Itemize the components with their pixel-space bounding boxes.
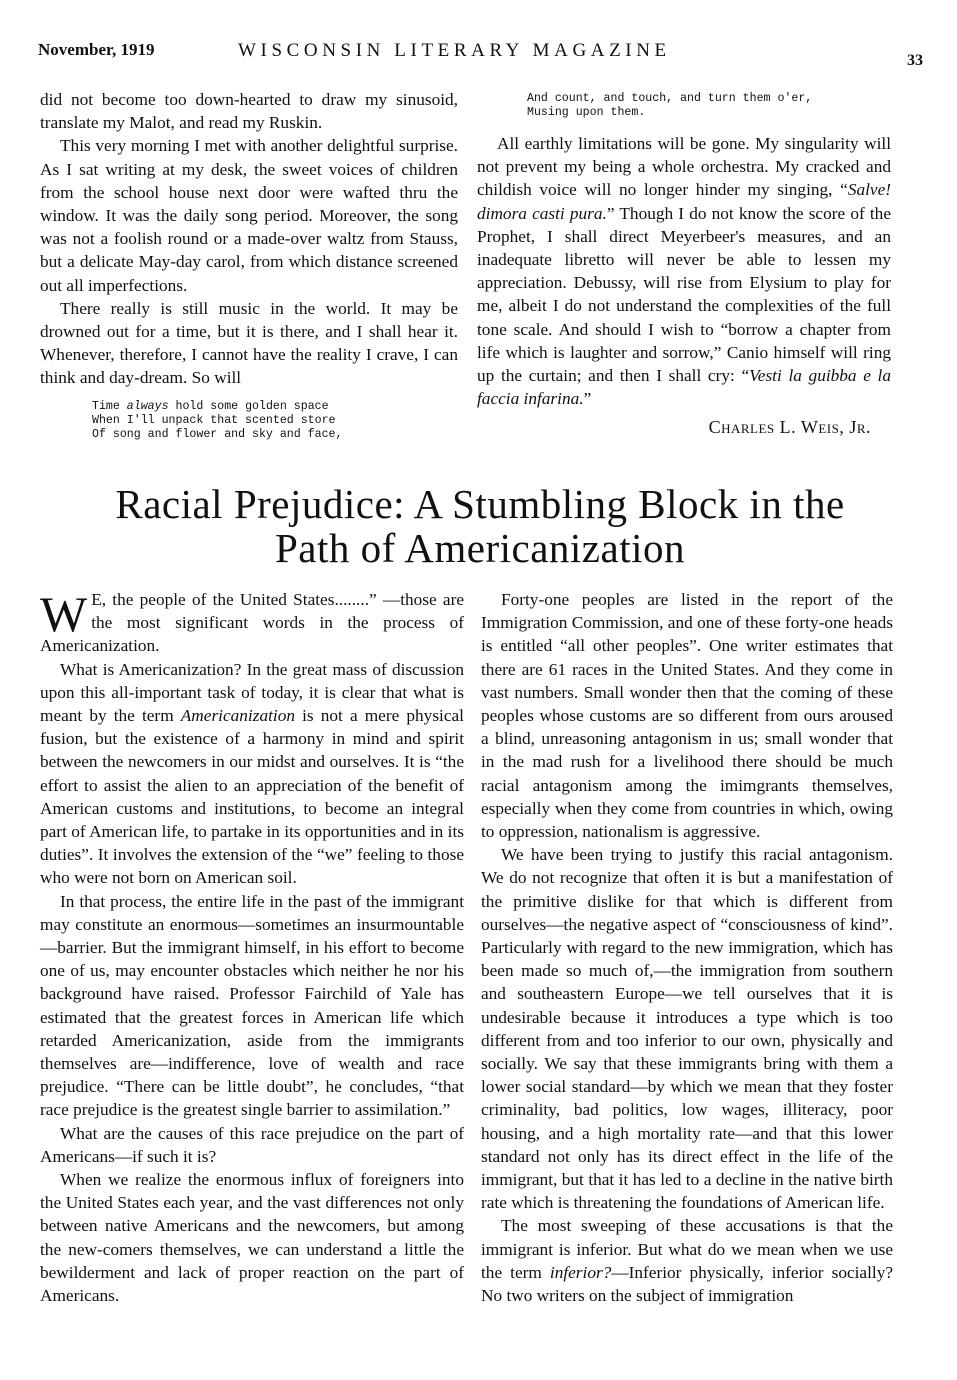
paragraph: All earthly limitations will be gone. My singularity will not prevent my being a whole orchestra. My cracked and childish voice will no longer hinder my singing, “Salve! dimora casti pura.” Though I do not know the score of the Prophet, I shall direct Meyerbeer's measures, and an inadequate libretto will never be able to lessen my appreciation. Debussy, will rise from Elysium to play for me, albeit I do not understand the complexities of the full tone scale. And should I wish to “borrow a chapter from life which is laughter and sorrow,” Canio himself will ring up the curtain; and then I shall cry: “Vesti la guibba e la faccia infarina.” [477, 134, 891, 409]
verse-line: Of song and flower and sky and face, [92, 427, 343, 441]
paragraph: This very morning I met with another delightful surprise. As I sat writing at my desk, the sweet voices of children from the school house next door were wafted thru the window. It was the daily song period. Moreover, the song was not a foolish round or a made-over waltz from Stauss, but a delicate May-day carol, from which distance screened out all imperfections. [40, 136, 458, 295]
paragraph: The most sweeping of these accusations is that the immigrant is inferior. But what do we mean when we use the term inferior?—Inferior physically, inferior socially? No two writers on the subject of immigration [481, 1216, 894, 1306]
title-line: Racial Prejudice: A Stumbling Block in the [115, 481, 845, 527]
issue-date: November, 1919 [38, 40, 155, 59]
paragraph: did not become too down-hearted to draw my sinusoid, translate my Malot, and read my Ruskin. [40, 90, 458, 133]
verse-line: When I'll unpack that scented store [92, 413, 336, 427]
paragraph: Forty-one peoples are listed in the report of the Immigration Commission, and one of these forty-one heads is entitled “all other peoples”. One writer estimates that there are 61 races in the United States. And they come in vast numbers. Small wonder then that the coming of these peoples whose customs are so different from ours aroused a blind, unreasoning antagonism in us; small wonder that in the mad rush for a livelihood there should be much racial antagonism among the imimgrants themselves, especially when they come from countries in which, owing to oppression, nationalism is aggressive. [481, 590, 893, 842]
verse-quote [92, 400, 458, 442]
paragraph: We have been trying to justify this racial antagonism. We do not recognize that often it is but a manifestation of the primitive dislike for that which is different from ourselves—the negative aspect of “consciousness of kind”. Particularly with regard to the new immigration, which has been made so much of,—the immigration from southern and southeastern Europe—we tell ourselves that it is undesirable because it introduces a type which is too different from and too inferior to our own, physically and socially. We say that these immigrants bring with them a lower social standard—by which we mean that they foster criminality, bad politics, low wages, illiteracy, poor housing, and a high mortality rate—and that this lower standard not only has its direct effect in the life of the immigrant, but that it has led to a decline in the native birth rate which is threatening the foundations of American life. [481, 845, 893, 1213]
paragraph: What is Americanization? In the great mass of discussion upon this all-important task of today, it is clear that what is meant by the term Americanization is not a mere physical fusion, but the existence of a harmony in mind and spirit between the newcomers in our midst and ourselves. It is “the effort to assist the alien to an appreciation of the benefit of American customs and institutions, to become an integral part of American life, to partake in its opportunities and in its duties”. It involves the extension of the “we” feeling to those who were not born on American soil. [40, 659, 464, 888]
article-title [40, 482, 920, 570]
previous-article-left-column [40, 88, 458, 442]
article-left-column [40, 588, 464, 1307]
running-header [38, 38, 923, 68]
page-number: 33 [907, 52, 923, 69]
author-signature: Charles L. Weis, Jr. [708, 417, 871, 438]
verse-line: Time always hold some golden space [92, 399, 329, 413]
magazine-title: WISCONSIN LITERARY MAGAZINE [238, 40, 671, 61]
verse-line: And count, and touch, and turn them o'er, [527, 92, 813, 105]
article-right-column [481, 588, 893, 1307]
paragraph: When we realize the enormous influx of foreigners into the United States each year, and the vast differences not only between native Americans and the newcomers, but among the new-comers themselves, we can understand a little the bewilderment and lack of proper reaction on the part of Americans. [40, 1170, 464, 1306]
paragraph: What are the causes of this race prejudice on the part of Americans—if such it is? [40, 1123, 464, 1166]
verse-line: Musing upon them. [527, 106, 646, 119]
previous-article-right-column [477, 92, 891, 440]
drop-cap: W [40, 586, 88, 642]
title-line: Path of Americanization [275, 525, 685, 571]
paragraph: There really is still music in the world. It may be drowned out for a time, but it is there, and I shall hear it. Whenever, therefore, I cannot have the reality I crave, I can think and day-dream. So will [40, 298, 458, 388]
paragraph: In that process, the entire life in the past of the immigrant may constitute an enormous—sometimes an insurmountable—barrier. But the immigrant himself, in his effort to become one of us, may encounter obstacles which neither he nor his background have raised. Professor Fairchild of Yale has estimated that the greatest forces in American life which retarded Americanization, aside from the immigrants themselves are—indifference, love of wealth and race prejudice. “There can be little doubt”, he concludes, “that race prejudice is the greatest single barrier to assimilation.” [40, 891, 464, 1120]
opening-paragraph: W E, the people of the United States........” —those are the most significant words in the process of Americanization. [40, 586, 464, 656]
verse-quote-continued [527, 92, 891, 120]
